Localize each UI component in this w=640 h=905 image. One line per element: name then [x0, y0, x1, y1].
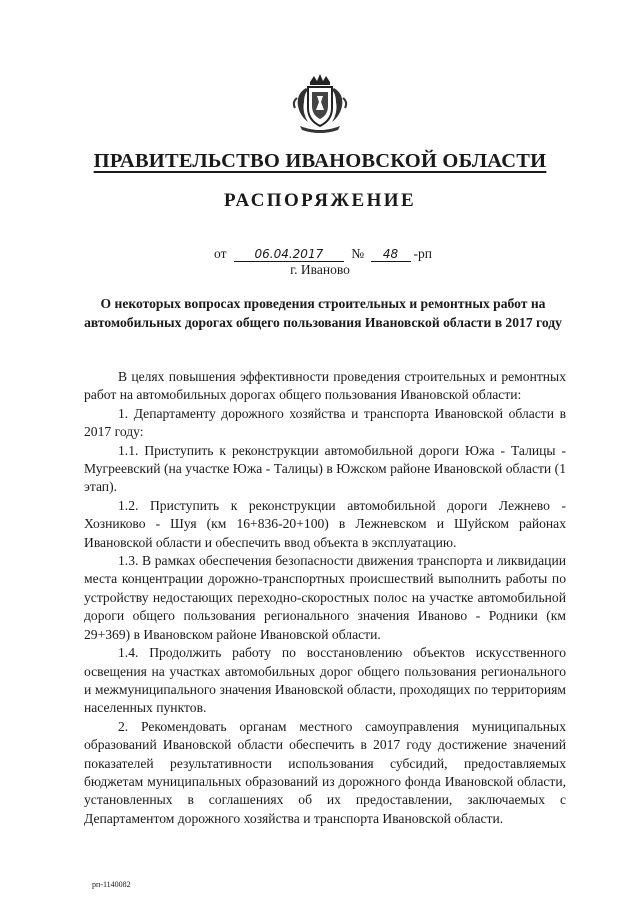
paragraph-1-4: 1.4. Продолжить работу по восстановлению объектов искусственного освещения на участках автомобильных дорог общего пользования регионального и межмуниципального значения Ивановской области, проходящих по территориям населенных пунктов. — [84, 645, 566, 716]
city: г. Иваново — [290, 262, 350, 277]
document-number: 48 — [371, 248, 411, 262]
number-suffix: -рп — [413, 246, 432, 261]
government-title: ПРАВИТЕЛЬСТВО ИВАНОВСКОЙ ОБЛАСТИ — [93, 150, 547, 172]
date-number-line — [214, 246, 432, 262]
document-body — [84, 368, 566, 828]
coat-of-arms-icon — [288, 72, 352, 136]
paragraph-1-1: 1.1. Приступить к реконструкции автомобильной дороги Южа - Талицы - Мугреевский (на участке Южа - Талицы) в Южском районе Ивановской области (1 этап). — [84, 442, 566, 495]
document-subject: О некоторых вопросах проведения строительных и ремонтных работ на автомобильных дорогах общего пользования Ивановской области в 2017 году — [84, 296, 562, 330]
document-date: 06.04.2017 — [234, 248, 344, 262]
paragraph-1: 1. Департаменту дорожного хозяйства и транспорта Ивановской области в 2017 году: — [84, 405, 566, 440]
paragraph-1-2: 1.2. Приступить к реконструкции автомобильной дороги Лежнево - Хозниково - Шуя (км 16+836-20+100) в Лежневском и Шуйском районах Ивановской области и обеспечить ввод объекта в эксплуатацию. — [84, 497, 566, 550]
date-prefix: от — [214, 246, 227, 261]
footer-code: рп-1140082 — [92, 880, 131, 889]
paragraph-preamble: В целях повышения эффективности проведения строительных и ремонтных работ на автомобильных дорогах общего пользования Ивановской области: — [84, 369, 566, 403]
paragraph-2: 2. Рекомендовать органам местного самоуправления муниципальных образований Ивановской области обеспечить в 2017 году достижение значений показателей результативности использования субсидий, предоставляемых бюджетам муниципальных образований из дорожного фонда Ивановской области, установленных в соглашениях об их предоставлении, заключаемых с Департаментом дорожного хозяйства и транспорта Ивановской области. — [84, 718, 566, 826]
paragraph-1-3: 1.3. В рамках обеспечения безопасности движения транспорта и ликвидации места концентрации дорожно-транспортных происшествий выполнить работы по устройству недостающих переходно-скоростных полос на участке автомобильной дороги общего пользования регионального значения Иваново - Родники (км 29+369) в Ивановском районе Ивановской области. — [84, 553, 566, 642]
document-type: РАСПОРЯЖЕНИЕ — [223, 190, 417, 211]
number-prefix: № — [351, 246, 365, 261]
